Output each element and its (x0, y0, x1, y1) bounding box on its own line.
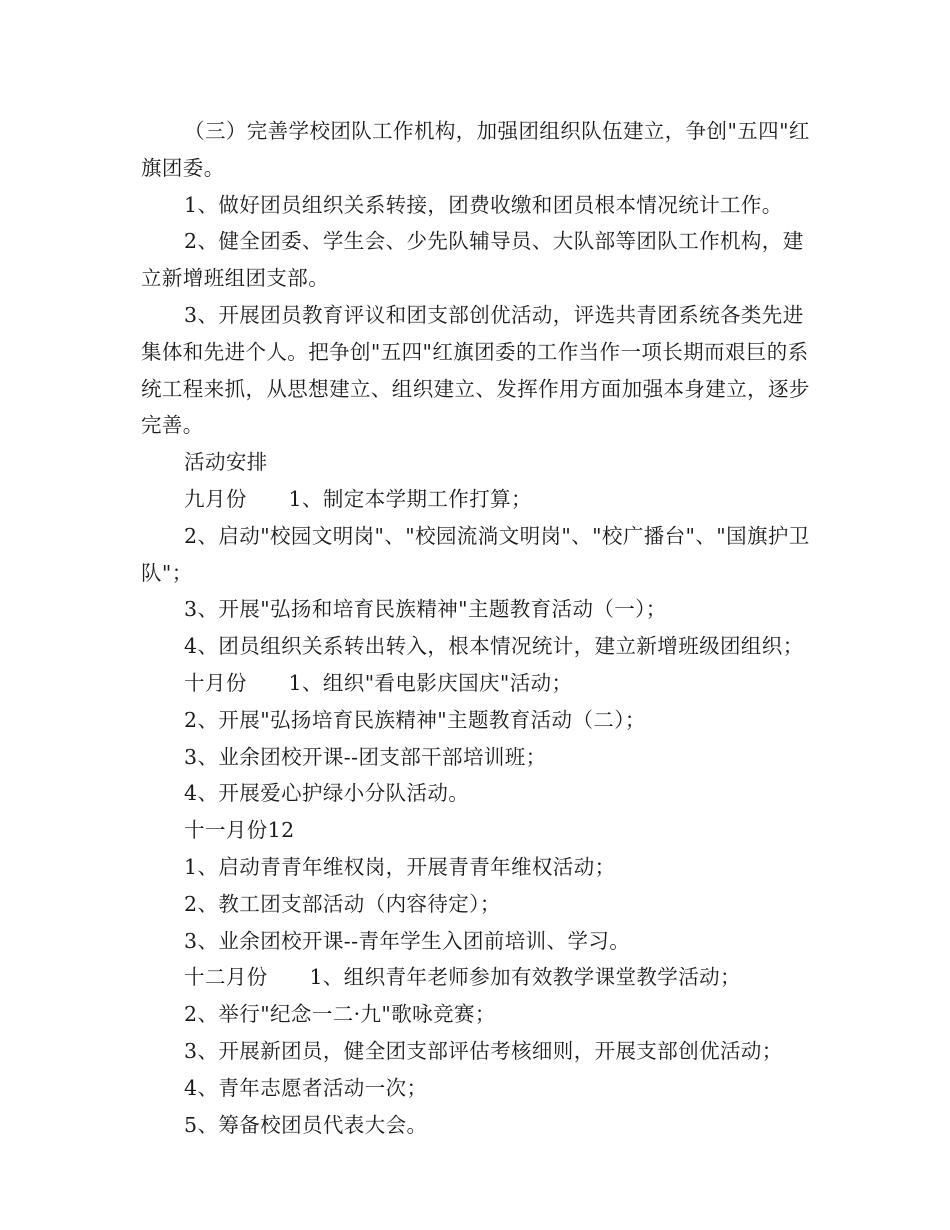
section-heading: 活动安排 (184, 450, 268, 475)
paragraph: （三）完善学校团队工作机构，加强团组织队伍建立，争创"五四"红旗团委。 (141, 119, 810, 180)
paragraph: 3、业余团校开课--团支部干部培训班； (184, 744, 547, 769)
paragraph: 3、业余团校开课--青年学生入团前培训、学习。 (184, 928, 631, 953)
paragraph: 九月份 1、制定本学期工作打算； (184, 486, 532, 511)
paragraph: 1、做好团员组织关系转接，团费收缴和团员根本情况统计工作。 (184, 192, 783, 217)
paragraph: 2、健全团委、学生会、少先队辅导员、大队部等团队工作机构，建立新增班组团支部。 (141, 229, 804, 291)
paragraph: 1、启动青青年维权岗，开展青青年维权活动； (184, 854, 616, 879)
paragraph: 4、开展爱心护绿小分队活动。 (184, 781, 470, 806)
paragraph: 十一月份12 (184, 818, 295, 843)
paragraph: 4、青年志愿者活动一次； (184, 1075, 428, 1100)
paragraph: 2、举行"纪念一二·九"歌咏竞赛； (184, 1002, 496, 1027)
paragraph: 5、筹备校团员代表大会。 (184, 1112, 428, 1137)
paragraph: 4、团员组织关系转出转入，根本情况统计，建立新增班级团组织； (184, 634, 804, 659)
paragraph: 3、开展"弘扬和培育民族精神"主题教育活动（一）； (184, 597, 667, 622)
paragraph: 3、开展新团员，健全团支部评估考核细则，开展支部创优活动； (184, 1038, 783, 1063)
paragraph: 2、启动"校园文明岗"、"校园流淌文明岗"、"校广播台"、"国旗护卫队"； (141, 523, 810, 585)
paragraph: 3、开展团员教育评议和团支部创优活动，评选共青团系统各类先进集体和先进个人。把争创"五四"红旗团委的工作当作一项长期而艰巨的系统工程来抓，从思想建立、组织建立、发挥作用方面加强本身建立，逐步完善。 (141, 302, 810, 438)
document-body (141, 113, 816, 1143)
paragraph: 十月份 1、组织"看电影庆国庆"活动； (184, 670, 573, 695)
paragraph: 2、开展"弘扬培育民族精神"主题教育活动（二）； (184, 707, 646, 732)
paragraph: 十二月份 1、组织青年老师参加有效教学课堂教学活动； (184, 965, 741, 990)
paragraph: 2、教工团支部活动（内容待定）； (184, 891, 501, 916)
